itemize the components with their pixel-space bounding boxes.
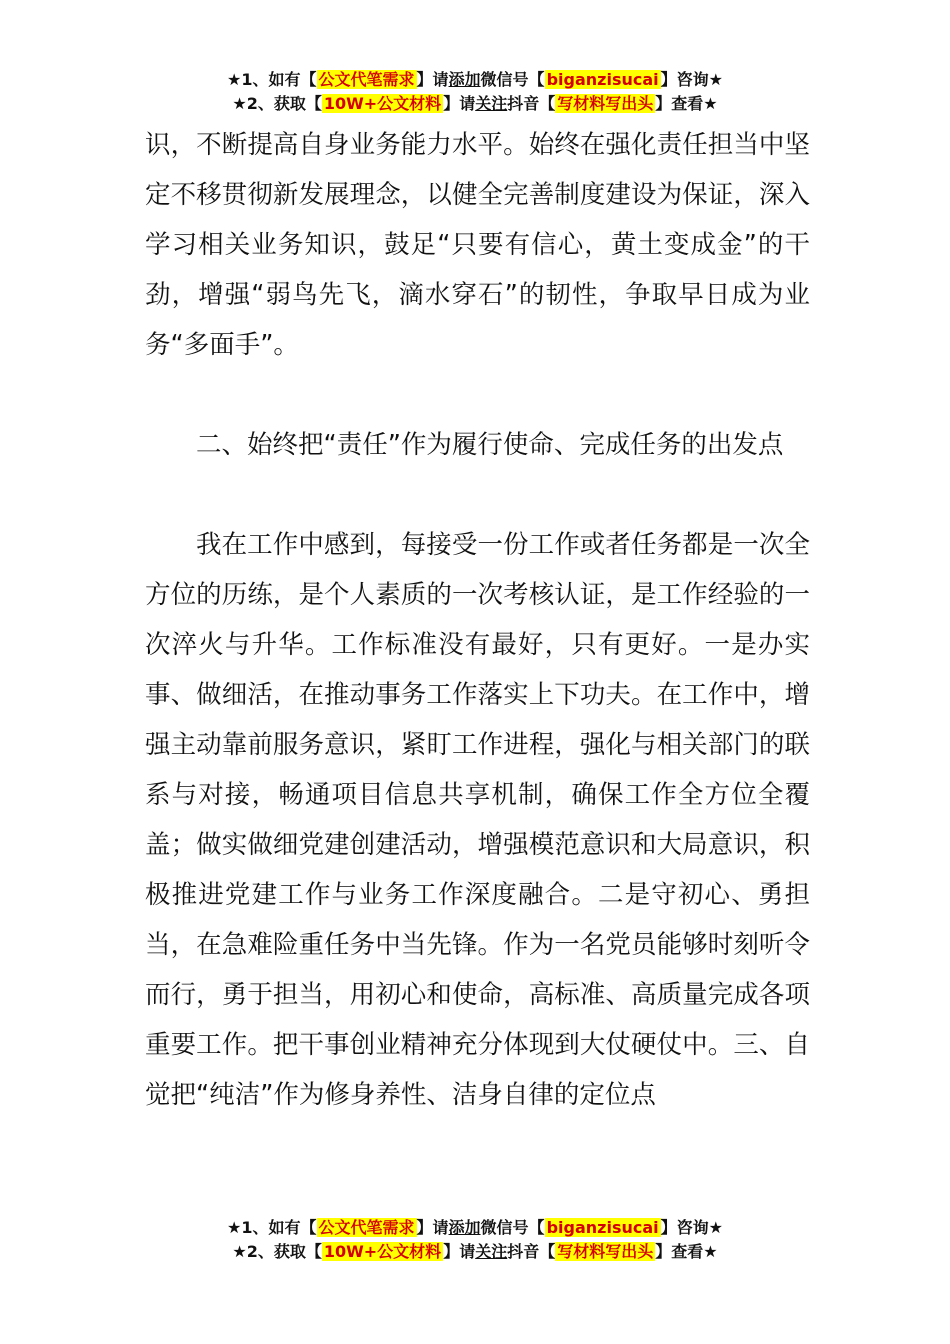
header-banner (0, 68, 950, 116)
banner-text: 】请 (416, 1218, 449, 1237)
banner-text: 微信号【 (480, 1218, 545, 1237)
paragraph-1: 识，不断提高自身业务能力水平。始终在强化责任担当中坚定不移贯彻新发展理念，以健全完善制度建设为保证，深入学习相关业务知识，鼓足“只要有信心，黄土变成金”的干劲，增强“弱鸟先飞，滴水穿石”的韧性，争取早日成为业务“多面手”。 (145, 130, 810, 360)
banner-highlight: 公文代笔需求 (318, 70, 415, 89)
banner-line-1 (0, 68, 950, 92)
banner-text: 】请 (443, 1242, 476, 1261)
banner-text: 】咨询★ (660, 1218, 723, 1237)
banner-underline: 添加 (448, 70, 481, 89)
banner-highlight: 公文代笔需求 (318, 1218, 415, 1237)
footer-banner (0, 1216, 950, 1264)
banner-text: 】咨询★ (660, 70, 723, 89)
banner-highlight: 写材料写出头 (557, 94, 654, 113)
banner-line-2 (0, 92, 950, 116)
paragraph-gap (145, 370, 810, 420)
banner-line-2 (0, 1240, 950, 1264)
banner-text: 】查看★ (655, 94, 718, 113)
banner-highlight: biganzisucai (546, 70, 659, 89)
banner-underline: 添加 (448, 1218, 481, 1237)
banner-underline: 关注 (475, 94, 508, 113)
banner-highlight: biganzisucai (546, 1218, 659, 1237)
banner-text: 抖音【 (507, 94, 556, 113)
banner-text: 】请 (416, 70, 449, 89)
banner-text: 】查看★ (655, 1242, 718, 1261)
banner-highlight: 10W+公文材料 (323, 1242, 442, 1261)
paragraph-2: 我在工作中感到，每接受一份工作或者任务都是一次全方位的历练，是个人素质的一次考核认证，是工作经验的一次淬火与升华。工作标准没有最好，只有更好。一是办实事、做细活，在推动事务工作落实上下功夫。在工作中，增强主动靠前服务意识，紧盯工作进程，强化与相关部门的联系与对接，畅通项目信息共享机制，确保工作全方位全覆盖；做实做细党建创建活动，增强模范意识和大局意识，积极推进党建工作与业务工作深度融合。二是守初心、勇担当，在急难险重任务中当先锋。作为一名党员能够时刻听令而行，勇于担当，用初心和使命，高标准、高质量完成各项重要工作。把干事创业精神充分体现到大仗硬仗中。三、自觉把“纯洁”作为修身养性、洁身自律的定位点 (145, 530, 810, 1110)
banner-highlight: 10W+公文材料 (323, 94, 442, 113)
banner-underline: 关注 (475, 1242, 508, 1261)
banner-highlight: 写材料写出头 (557, 1242, 654, 1261)
banner-text: ★2、获取【 (232, 94, 322, 113)
document-body (145, 120, 810, 1120)
banner-text: 抖音【 (507, 1242, 556, 1261)
banner-text: ★2、获取【 (232, 1242, 322, 1261)
banner-text: 】请 (443, 94, 476, 113)
banner-text: 微信号【 (480, 70, 545, 89)
banner-text: ★1、如有【 (227, 70, 317, 89)
banner-line-1 (0, 1216, 950, 1240)
banner-text: ★1、如有【 (227, 1218, 317, 1237)
paragraph-gap (145, 470, 810, 520)
section-heading-2: 二、始终把“责任”作为履行使命、完成任务的出发点 (196, 430, 784, 460)
